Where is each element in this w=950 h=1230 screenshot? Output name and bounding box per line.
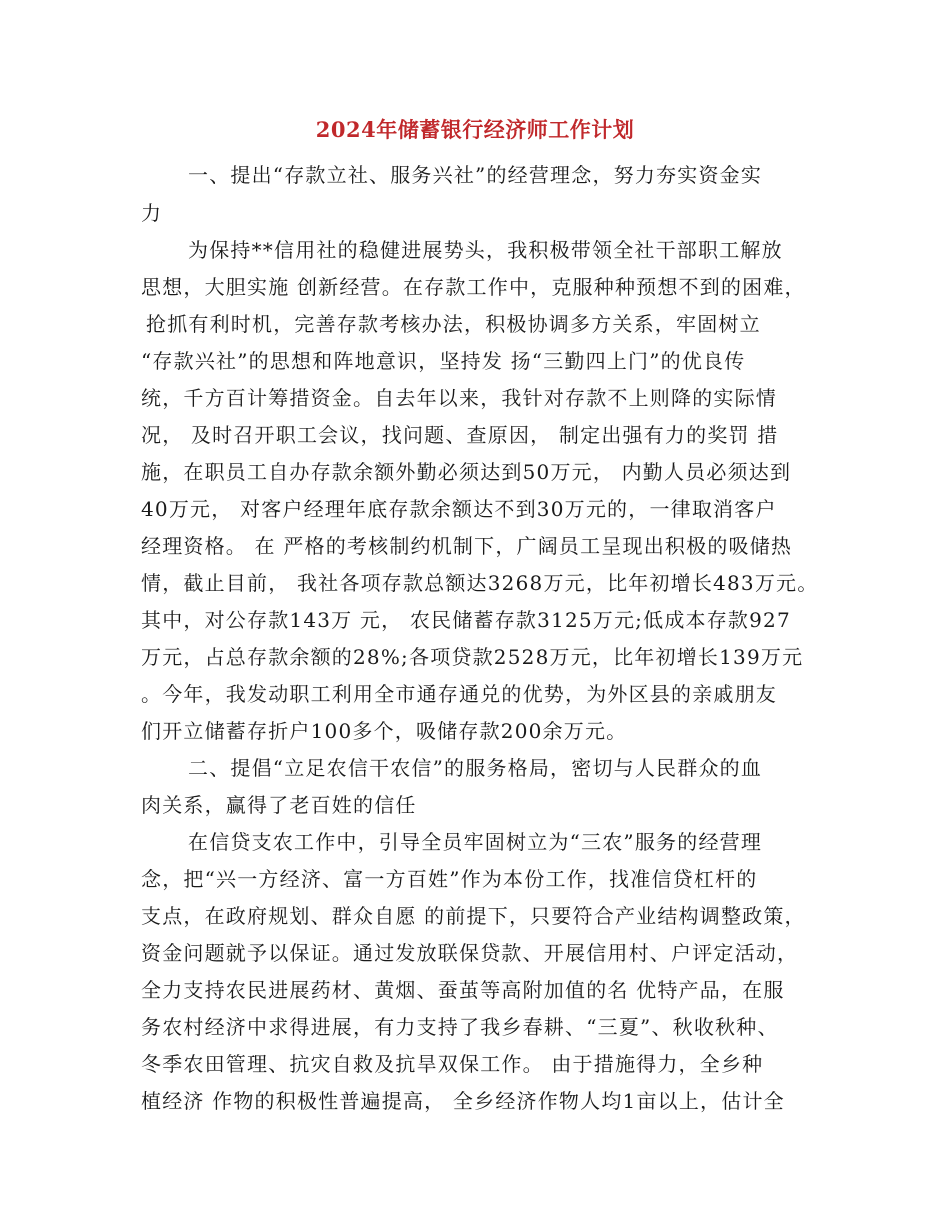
- paragraph-line: 40万元， 对客户经理年底存款余额达不到30万元的，一律取消客户: [141, 497, 777, 521]
- paragraph-line: 况， 及时召开职工会议，找问题、查原因， 制定出强有力的奖罚 措: [141, 423, 779, 447]
- paragraph-line: 在信贷支农工作中，引导全员牢固树立为“三农”服务的经营理: [188, 830, 763, 854]
- paragraph-line: 肉关系，赢得了老百姓的信任: [141, 793, 417, 817]
- paragraph-line: 情，截止目前， 我社各项存款总额达3268万元，比年初增长483万元。: [141, 571, 819, 595]
- paragraph-line: 力: [141, 201, 163, 225]
- paragraph-line: 统，千方百计筹措资金。自去年以来，我针对存款不上则降的实际情: [141, 386, 777, 410]
- paragraph-line: 一、提出“存款立社、服务兴社”的经营理念，努力夯实资金实: [188, 163, 763, 187]
- paragraph-line: 念，把“兴一方经济、富一方百姓”作为本份工作，找准信贷杠杆的: [141, 867, 758, 891]
- paragraph-line: 思想，大胆实施 创新经营。在存款工作中，克服种种预想不到的困难，: [141, 275, 806, 299]
- paragraph-line: 施，在职员工自办存款余额外勤必须达到50万元， 内勤人员必须达到: [141, 460, 792, 484]
- paragraph-line: 植经济 作物的积极性普遍提高， 全乡经济作物人均1亩以上，估计全: [141, 1089, 785, 1113]
- paragraph-line: 全力支持农民进展药材、黄烟、蚕茧等高附加值的名 优特产品，在服: [141, 978, 785, 1002]
- paragraph-line: 为保持**信用社的稳健进展势头，我积极带领全社干部职工解放: [188, 238, 783, 262]
- paragraph-line: 支点，在政府规划、群众自愿 的前提下，只要符合产业结构调整政策，: [141, 904, 806, 928]
- paragraph-line: 其中，对公存款143万 元， 农民储蓄存款3125万元;低成本存款927: [141, 608, 791, 632]
- document-title: 2024年储蓄银行经济师工作计划: [315, 117, 635, 142]
- paragraph-line: 经理资格。 在 严格的考核制约机制下，广阔员工呈现出积极的吸储热: [141, 534, 793, 558]
- paragraph-line: 冬季农田管理、抗灾自救及抗旱双保工作。 由于措施得力，全乡种: [141, 1052, 764, 1076]
- paragraph-line: 务农村经济中求得进展，有力支持了我乡春耕、“三夏”、秋收秋种、: [141, 1015, 779, 1039]
- paragraph-line: 二、提倡“立足农信干农信”的服务格局，密切与人民群众的血: [188, 756, 763, 780]
- paragraph-line: 。今年，我发动职工利用全市通存通兑的优势，为外区县的亲戚朋友: [141, 682, 777, 706]
- paragraph-line: 资金问题就予以保证。通过发放联保贷款、开展信用村、户评定活动，: [141, 941, 799, 965]
- paragraph-line: “存款兴社”的思想和阵地意识，坚持发 扬“三勤四上门”的优良传: [141, 349, 746, 373]
- paragraph-line: 们开立储蓄存折户100多个，吸储存款200余万元。: [141, 719, 628, 743]
- paragraph-line: 万元，占总存款余额的28%;各项贷款2528万元，比年初增长139万元: [141, 645, 804, 669]
- paragraph-line: 抢抓有利时机，完善存款考核办法，积极协调多方关系，牢固树立: [146, 312, 761, 336]
